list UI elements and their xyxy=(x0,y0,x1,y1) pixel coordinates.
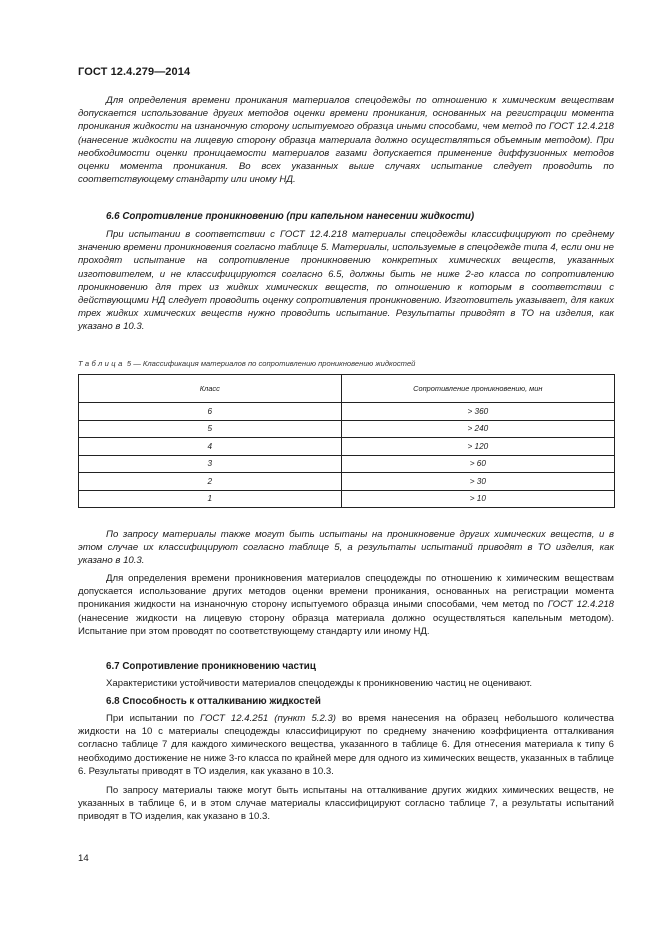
table-row xyxy=(79,455,615,473)
table-cell-class: 1 xyxy=(79,490,342,508)
table-cell-class: 2 xyxy=(79,473,342,491)
paragraph-alt-methods-italic: Для определения времени проникания материалов спецодежды по отношению к химическим веществам допускается использование других методов оценки времени проникания, основанных на регистрации момента проникания жидкости на изнаночную сторону испытуемого образца иными способами, чем метод по ГОСТ 12.4.218 (нанесение жидкости на лицевую сторону образца материала должно осуществляться объемным методом). При необходимости оценки проницаемости материалов газами допускается применение диффузионных методов оценки момента проникания. Во всех указанных выше случаях испытание следует проводить по соответствующему стандарту или иному НД. xyxy=(78,95,614,186)
table-cell-resistance: > 10 xyxy=(341,490,614,508)
table-cell-resistance: > 60 xyxy=(341,455,614,473)
table-cell-class: 3 xyxy=(79,455,342,473)
table-header-class: Класс xyxy=(79,375,342,403)
table-5-caption xyxy=(78,359,415,368)
text-fragment: При испытании по xyxy=(106,713,201,724)
paragraph-request-penetration: По запросу материалы также могут быть испытаны на проникновение других химических веществ, и в этом случае их классифицируют согласно таблице 5, а результаты испытаний приводят в ТО изделия, как указано в 10.3. xyxy=(78,529,614,567)
table-row xyxy=(79,420,615,438)
paragraph-particles: Характеристики устойчивости материалов спецодежды к проникновению частиц не оценивают. xyxy=(106,678,533,689)
table-5 xyxy=(78,374,615,508)
table-cell-resistance: > 120 xyxy=(341,438,614,456)
paragraph-classification: При испытании в соответствии с ГОСТ 12.4.218 материалы спецодежды классифицируют по среднему значению времени проникновения согласно таблице 5. Материалы, используемые в спецодежде типа 4, если они не проходят испытание на сопротивление проникновению конкретных химических веществ, указанных изготовителем, и не классифицируются согласно 6.5, должны быть не ниже 2-го класса по сопротивлению проникновению для трех из жидких химических веществ, по отношению к которым в соответствии с действующими НД следует проводить оценку сопротивления проникновению. Изготовитель указывает, для каких трех жидких химических веществ нужно проводить испытание. Результаты приводят в ТО на изделия, как указано в 10.3. xyxy=(78,229,614,333)
text-fragment: (нанесение жидкости на лицевую сторону образца материала должно осуществляться капельным методом). Испытание при этом проводят по соответствующему стандарту или иному НД. xyxy=(78,612,614,637)
text-fragment: Для определения времени проникновения материалов спецодежды по отношению к химическим веществам допускается использование других методов оценки времени проникания, основанных на регистрации момента проникания жидкости на изнаночную сторону испытуемого образца иными способами, чем метод по xyxy=(78,573,614,611)
table-caption-prefix: Таблица xyxy=(78,359,125,368)
text-fragment: во время нанесения на образец небольшого количества жидкости на 10 с материалы спецодежды классифицируют по среднему значению коэффициента отталкивания согласно таблице 7 для каждого химического вещества, указанного в таблице 6. Для отнесения материала к типу 6 необходимо достижение не ниже 3-го класса по крайней мере для одного из химических веществ, указанных в таблице 6. Результаты приводят в ТО изделия, как указано в 10.3. xyxy=(78,713,614,777)
standard-reference: ГОСТ 12.4.218 xyxy=(547,599,614,611)
table-cell-class: 6 xyxy=(79,403,342,421)
table-row xyxy=(79,438,615,456)
document-code-header: ГОСТ 12.4.279—2014 xyxy=(78,66,191,78)
page-number: 14 xyxy=(78,853,89,864)
table-row xyxy=(79,490,615,508)
table-cell-class: 4 xyxy=(79,438,342,456)
section-6-8-heading: 6.8 Способность к отталкиванию жидкостей xyxy=(106,696,321,707)
paragraph-alt-methods-drop xyxy=(78,572,614,638)
table-cell-resistance: > 360 xyxy=(341,403,614,421)
paragraph-repellency-test xyxy=(78,712,614,778)
standard-reference: ГОСТ 12.4.251 (пункт 5.2.3) xyxy=(200,713,336,724)
table-caption-text: 5 — Классификация материалов по сопротивлению проникновению жидкостей xyxy=(126,359,416,368)
section-6-7-heading: 6.7 Сопротивление проникновению частиц xyxy=(106,661,316,672)
table-cell-class: 5 xyxy=(79,420,342,438)
table-cell-resistance: > 240 xyxy=(341,420,614,438)
paragraph-request-repellency: По запросу материалы также могут быть испытаны на отталкивание других жидких химических веществ, не указанных в таблице 6, и в этом случае материалы классифицируют согласно таблице 7, а результаты испытаний приводят в ТО изделия, как указано в 10.3. xyxy=(78,785,614,823)
table-row xyxy=(79,473,615,491)
table-row xyxy=(79,403,615,421)
section-6-6-heading: 6.6 Сопротивление проникновению (при капельном нанесении жидкости) xyxy=(106,211,475,222)
table-header-row xyxy=(79,375,615,403)
table-cell-resistance: > 30 xyxy=(341,473,614,491)
table-header-resistance: Сопротивление проникновению, мин xyxy=(341,375,614,403)
